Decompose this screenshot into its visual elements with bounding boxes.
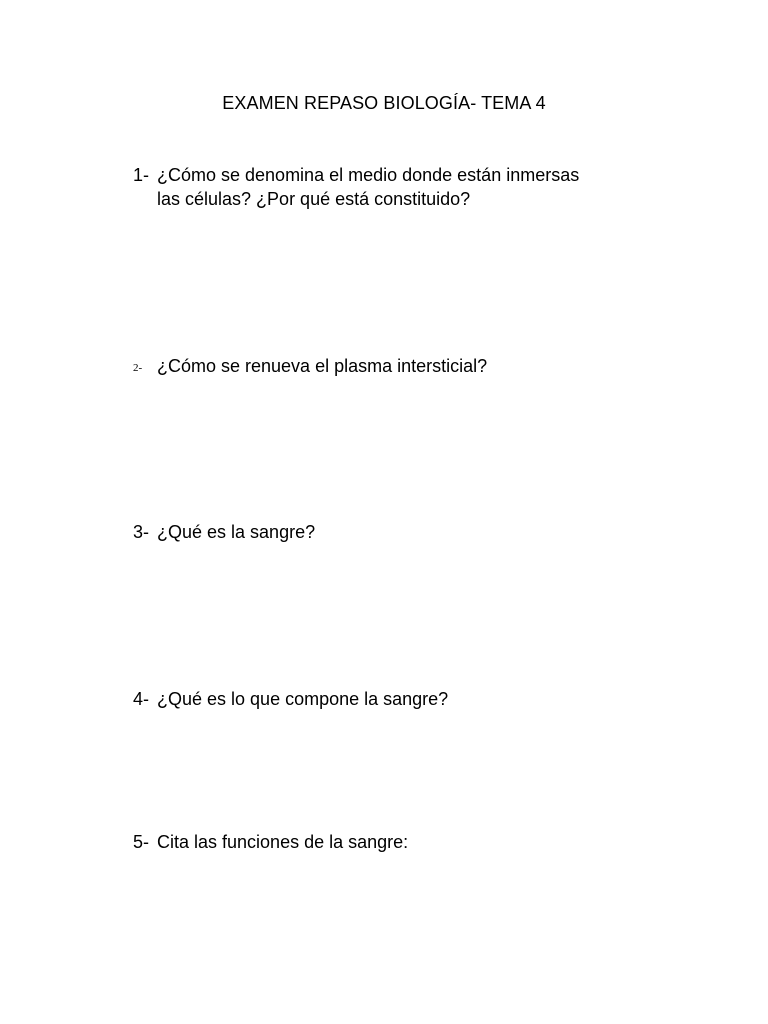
question-number: 4- — [133, 689, 150, 709]
document-title: EXAMEN REPASO BIOLOGÍA- TEMA 4 — [222, 93, 546, 113]
question-text: ¿Cómo se renueva el plasma intersticial? — [157, 356, 488, 376]
question-number: 5- — [133, 832, 150, 852]
question-3 — [133, 520, 315, 544]
question-number: 1- — [133, 165, 150, 185]
question-text: ¿Cómo se denomina el medio donde están inmersas — [157, 165, 580, 185]
question-1 — [133, 163, 579, 211]
question-text: Cita las funciones de la sangre: — [157, 832, 409, 852]
question-number: 3- — [133, 522, 150, 542]
question-number: 2- — [133, 362, 143, 374]
question-text: ¿Qué es la sangre? — [157, 522, 316, 542]
question-5 — [133, 830, 408, 854]
question-4 — [133, 687, 448, 711]
question-text: ¿Qué es lo que compone la sangre? — [157, 689, 449, 709]
question-2 — [133, 354, 487, 380]
question-text-continuation: las células? ¿Por qué está constituido? — [157, 189, 471, 209]
